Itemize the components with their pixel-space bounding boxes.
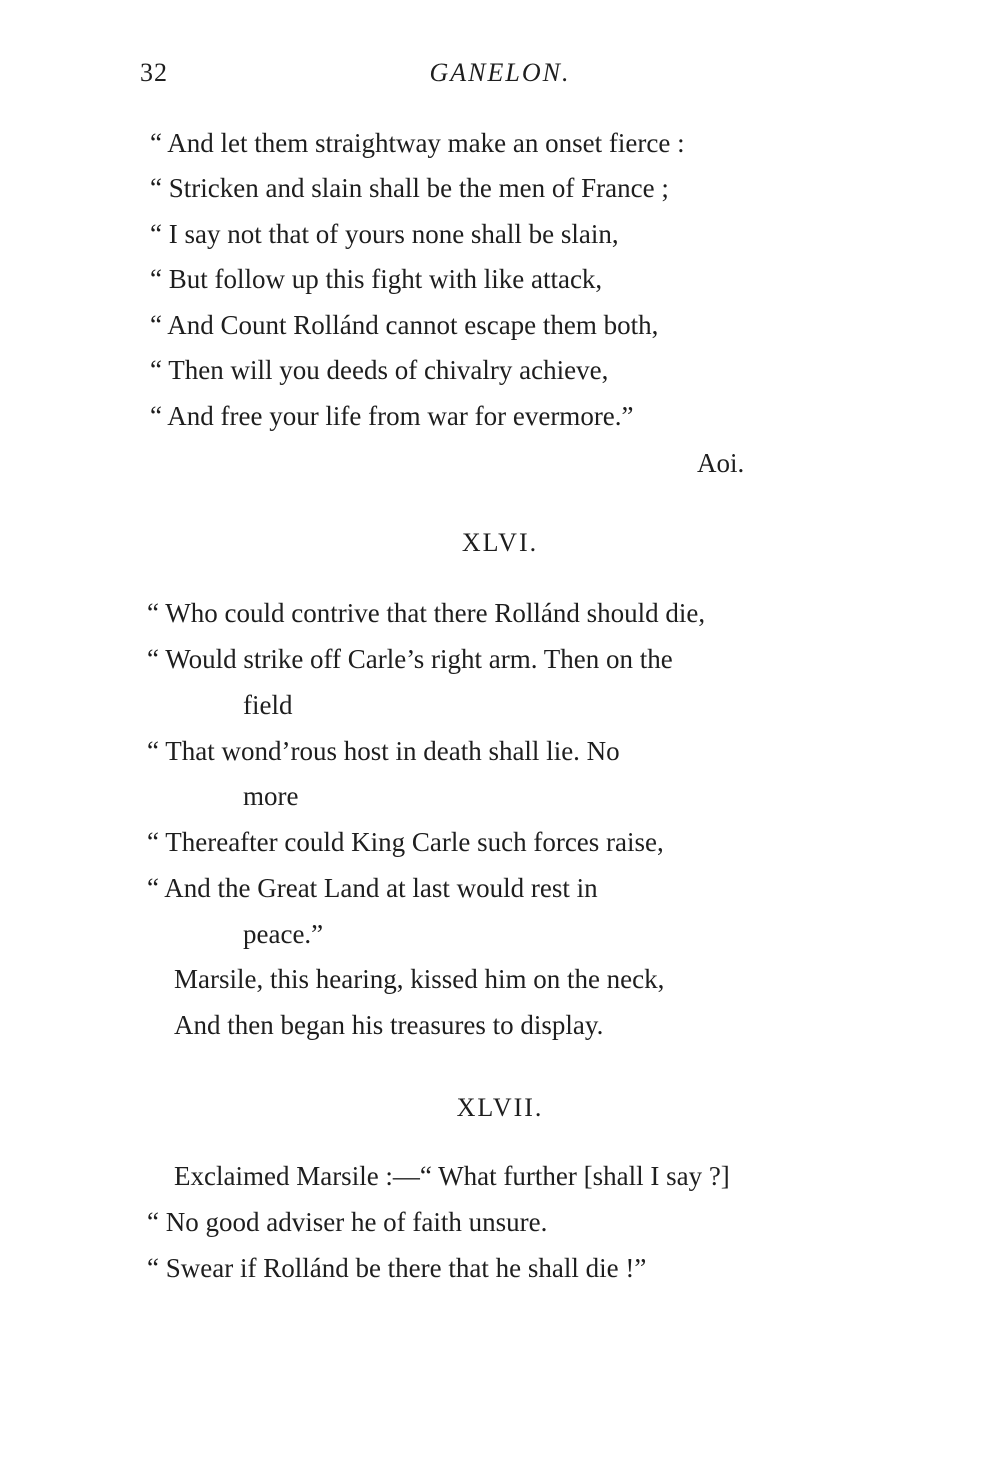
verse-line: “ And Count Rollánd cannot escape them both,: [150, 310, 659, 340]
verse-line-continuation: more: [243, 781, 299, 811]
verse-line-continuation: peace.”: [243, 919, 324, 949]
verse-line-continuation: field: [243, 690, 293, 720]
section-title-xlvi: XLVI.: [461, 528, 539, 557]
verse-line: “ Then will you deeds of chivalry achieve,: [150, 355, 609, 385]
running-title: GANELON.: [429, 58, 571, 87]
verse-line: “ And the Great Land at last would rest in: [147, 873, 598, 903]
section-title-xlvii: XLVII.: [456, 1093, 544, 1122]
verse-line: “ No good adviser he of faith unsure.: [147, 1207, 548, 1237]
verse-line: “ I say not that of yours none shall be slain,: [150, 219, 619, 249]
verse-line: “ And free your life from war for evermore.”: [150, 401, 634, 431]
verse-line: And then began his treasures to display.: [174, 1010, 604, 1040]
verse-line: Exclaimed Marsile :—“ What further [shall I say ?]: [174, 1161, 730, 1191]
verse-line: “ But follow up this fight with like attack,: [150, 264, 603, 294]
verse-line: “ Stricken and slain shall be the men of France ;: [150, 173, 669, 203]
verse-line: “ That wond’rous host in death shall lie. No: [147, 736, 620, 766]
verse-line: Marsile, this hearing, kissed him on the neck,: [174, 964, 665, 994]
verse-line: “ And let them straightway make an onset fierce :: [150, 128, 685, 158]
verse-line: “ Would strike off Carle’s right arm. Then on the: [147, 644, 673, 674]
verse-line: “ Swear if Rollánd be there that he shall die !”: [147, 1253, 647, 1283]
verse-line: “ Thereafter could King Carle such forces raise,: [147, 827, 664, 857]
refrain: Aoi.: [697, 448, 745, 478]
verse-line: “ Who could contrive that there Rollánd should die,: [147, 598, 706, 628]
page-header: [0, 58, 1000, 94]
page-number: 32: [140, 58, 168, 87]
